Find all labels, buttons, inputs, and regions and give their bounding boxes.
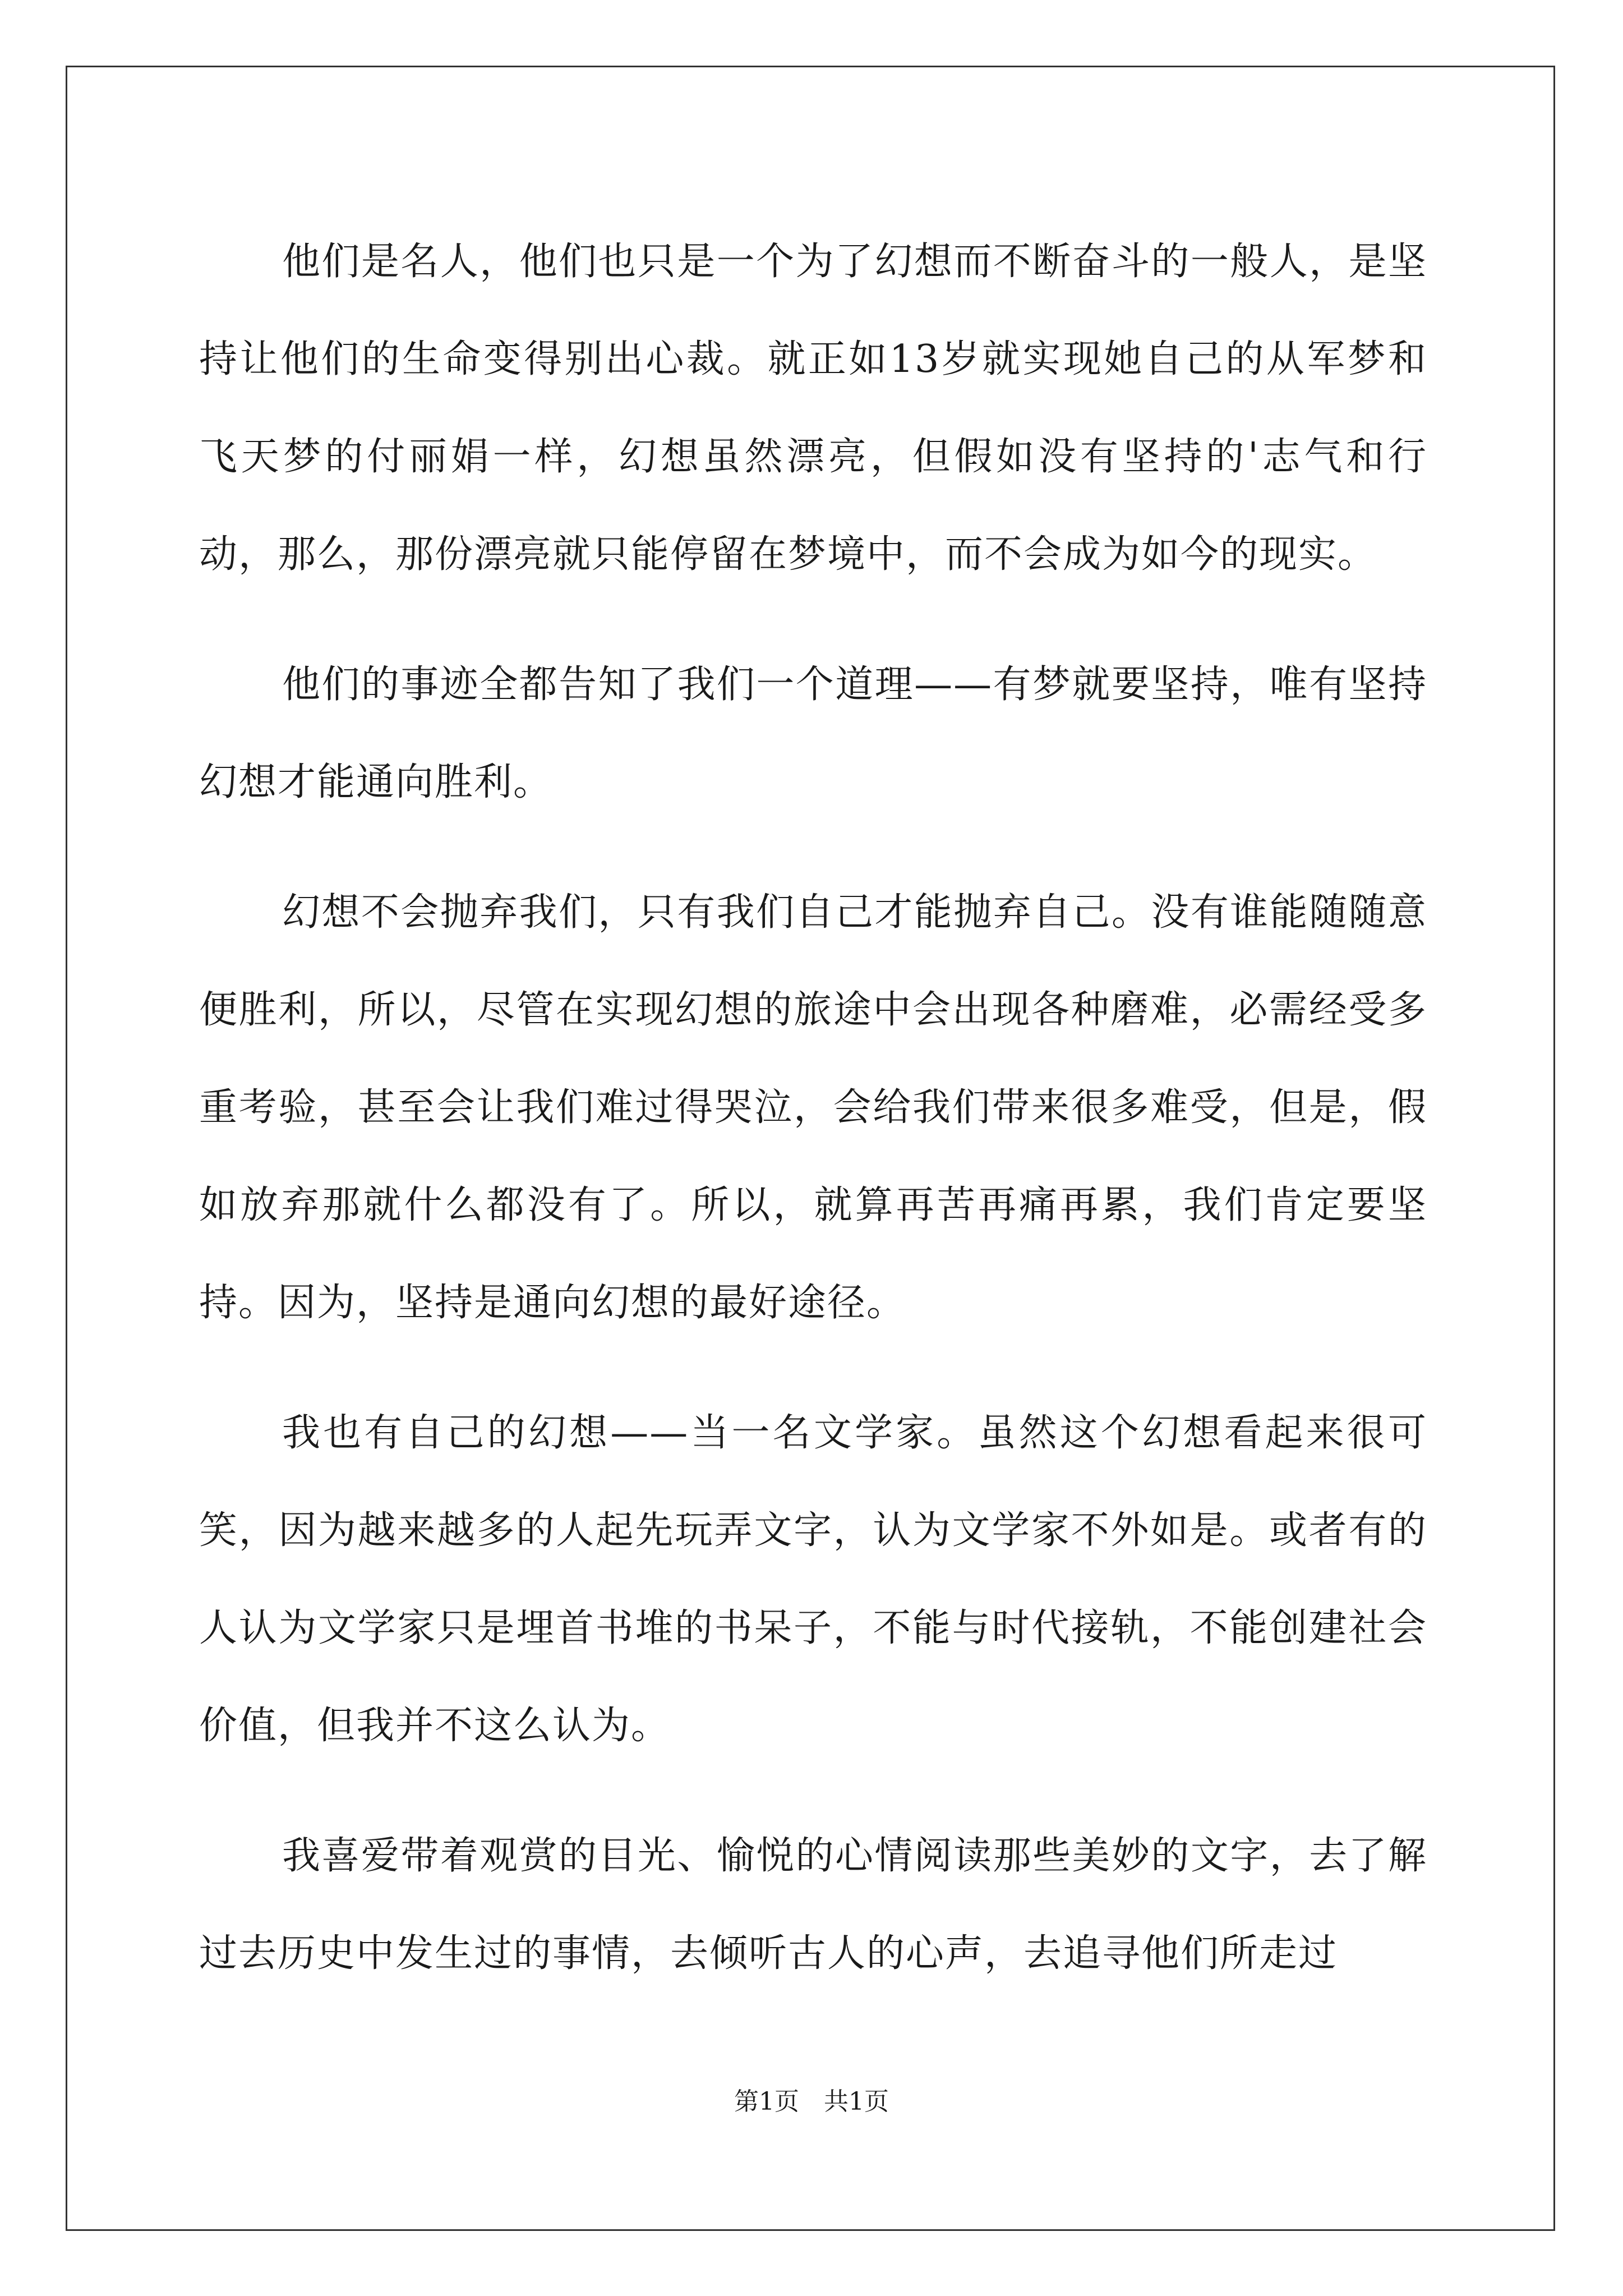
page-footer (0, 2085, 1623, 2119)
page-number-current: 第1页 (734, 2087, 799, 2116)
paragraph: 他们的事迹全都告知了我们一个道理——有梦就要坚持，唯有坚持幻想才能通向胜利。 (199, 662, 1427, 804)
paragraph: 幻想不会抛弃我们，只有我们自己才能抛弃自己。没有谁能随随意便胜利，所以，尽管在实现幻想的旅途中会出现各种磨难，必需经受多重考验，甚至会让我们难过得哭泣，会给我们带来很多难受，但是，假如放弃那就什么都没有了。所以，就算再苦再痛再累，我们肯定要坚持。因为，坚持是通向幻想的最好途径。 (199, 890, 1427, 1325)
page-number-total: 共1页 (824, 2087, 889, 2116)
paragraph: 我也有自己的幻想——当一名文学家。虽然这个幻想看起来很可笑，因为越来越多的人起先玩弄文字，认为文学家不外如是。或者有的人认为文学家只是埋首书堆的书呆子，不能与时代接轨，不能创建社会价值，但我并不这么认为。 (199, 1411, 1427, 1748)
paragraph: 他们是名人，他们也只是一个为了幻想而不断奋斗的一般人，是坚持让他们的生命变得别出心裁。就正如13岁就实现她自己的从军梦和飞天梦的付丽娟一样，幻想虽然漂亮，但假如没有坚持的'志气和行动，那么，那份漂亮就只能停留在梦境中，而不会成为如今的现实。 (199, 240, 1427, 577)
document-body (199, 213, 1427, 2035)
paragraph: 我喜爱带着观赏的目光、愉悦的心情阅读那些美妙的文字，去了解过去历史中发生过的事情，去倾听古人的心声，去追寻他们所走过 (199, 1834, 1427, 1976)
